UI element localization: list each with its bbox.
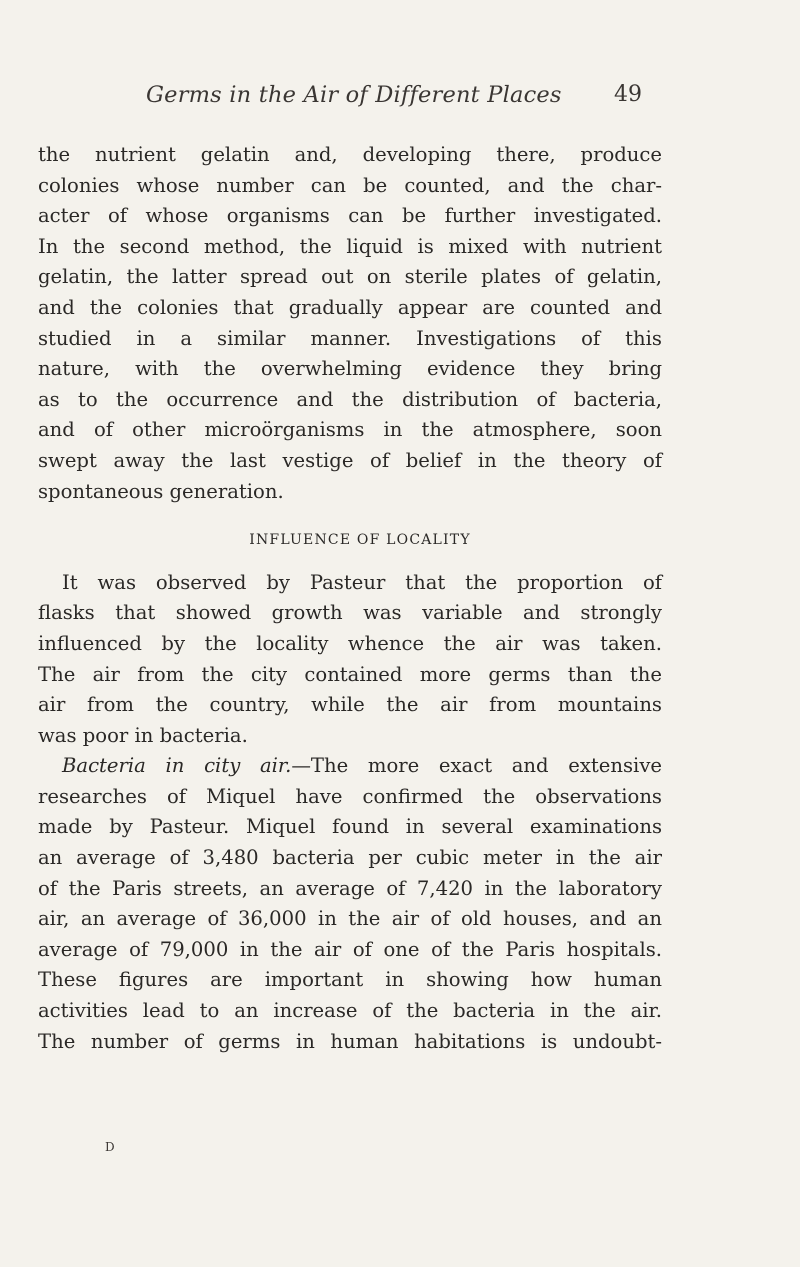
text-line: air, an average of 36,000 in the air of old houses, and an	[38, 907, 662, 931]
text-line: colonies whose number can be counted, and the char-	[38, 173, 662, 197]
text-line: These figures are important in showing how human	[38, 968, 662, 992]
text-line: The air from the city contained more germs than the	[38, 662, 662, 686]
text-line: researches of Miquel have confirmed the observations	[38, 784, 662, 808]
text-line: It was observed by Pasteur that the proportion of	[62, 570, 662, 594]
text-line: made by Pasteur. Miquel found in several examinations	[38, 815, 662, 839]
signature-mark: D	[105, 1140, 115, 1154]
text-line: In the second method, the liquid is mixed with nutrient	[38, 234, 662, 258]
text-line: an average of 3,480 bacteria per cubic meter in the air	[38, 846, 662, 870]
run-in-heading: Bacteria in city air.	[62, 754, 292, 778]
text-line: flasks that showed growth was variable and strongly	[38, 601, 662, 625]
text-run: —The more exact and extensive	[291, 754, 662, 778]
text-line: gelatin, the latter spread out on sterile plates of gelatin,	[38, 265, 662, 289]
text-line: influenced by the locality whence the air was taken.	[38, 631, 662, 655]
text-line: activities lead to an increase of the bacteria in the air.	[38, 999, 662, 1023]
text-line: air from the country, while the air from mountains	[38, 693, 662, 717]
text-line: of the Paris streets, an average of 7,420 in the laboratory	[38, 876, 662, 900]
section-heading: INFLUENCE OF LOCALITY	[249, 532, 471, 549]
text-line: the nutrient gelatin and, developing there, produce	[38, 143, 662, 166]
text-line: and the colonies that gradually appear are counted and	[38, 295, 662, 319]
text-line: The number of germs in human habitations is undoubt-	[38, 1029, 662, 1053]
text-line: nature, with the overwhelming evidence they bring	[38, 357, 662, 381]
text-line: average of 79,000 in the air of one of the Paris hospitals.	[38, 937, 662, 961]
page-number: 49	[614, 82, 642, 107]
text-line: and of other microörganisms in the atmosphere, soon	[38, 418, 662, 442]
text-line	[38, 751, 662, 782]
text-line: studied in a similar manner. Investigations of this	[38, 326, 662, 350]
running-title: Germs in the Air of Different Places	[146, 82, 562, 108]
running-head	[0, 82, 800, 122]
text-line: acter of whose organisms can be further investigated.	[38, 204, 662, 228]
text-line: as to the occurrence and the distribution of bacteria,	[38, 387, 662, 411]
text-line: was poor in bacteria.	[38, 723, 248, 747]
body-text	[38, 140, 662, 1057]
text-line: swept away the last vestige of belief in the theory of	[38, 448, 662, 472]
text-line: spontaneous generation.	[38, 479, 284, 503]
